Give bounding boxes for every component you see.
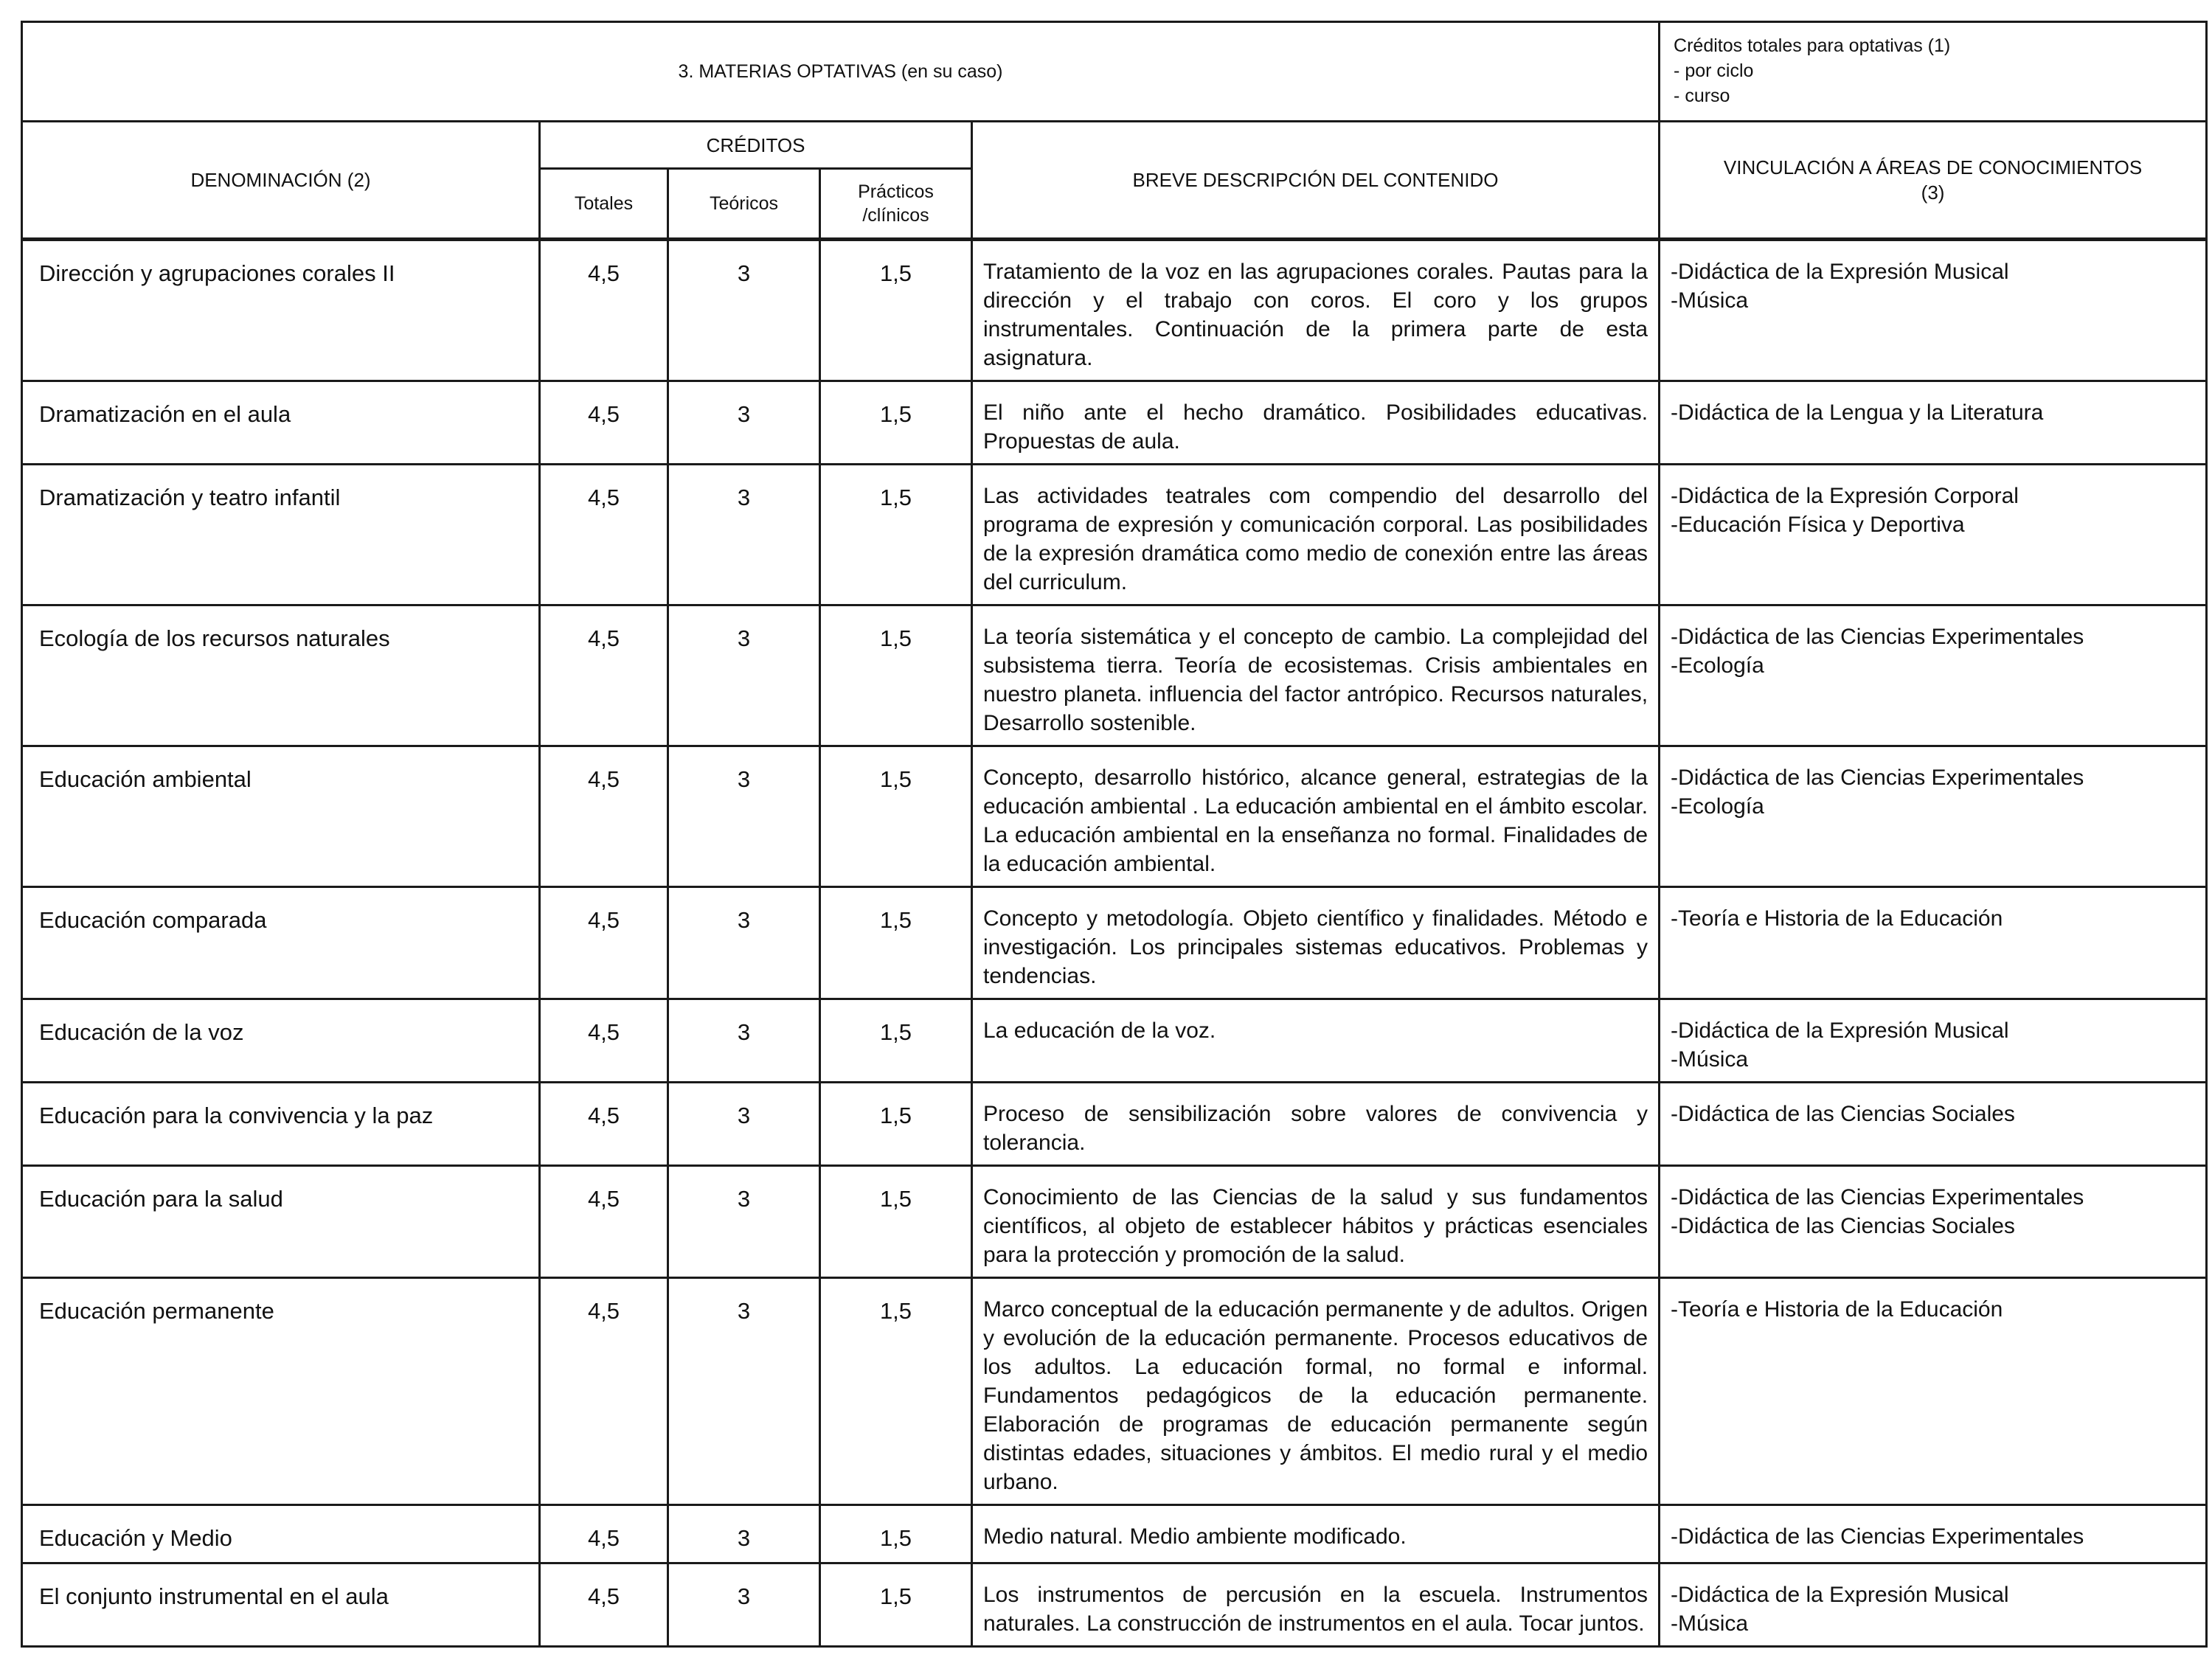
credits-teoricos-cell: 3 xyxy=(668,1278,820,1505)
knowledge-areas-cell xyxy=(1660,1166,2207,1278)
knowledge-area-item: -Teoría e Historia de la Educación xyxy=(1671,906,2003,931)
credits-totales-cell: 4,5 xyxy=(540,1563,668,1647)
knowledge-area-item: -Música xyxy=(1671,1611,1749,1636)
description-cell: Proceso de sensibilización sobre valores de convivencia y tolerancia. xyxy=(972,1083,1660,1166)
table-row xyxy=(22,1505,2207,1563)
column-header-teoricos: Teóricos xyxy=(668,169,820,240)
credits-teoricos-cell: 3 xyxy=(668,999,820,1083)
column-header-vinculacion-line: (3) xyxy=(1921,181,1945,204)
column-header-descripcion: BREVE DESCRIPCIÓN DEL CONTENIDO xyxy=(972,122,1660,240)
total-credits-box xyxy=(1660,22,2207,122)
total-credits-line: - por ciclo xyxy=(1674,60,1754,81)
table-row xyxy=(22,887,2207,999)
subject-name-cell: Ecología de los recursos naturales xyxy=(22,605,540,746)
description-cell: Conocimiento de las Ciencias de la salud y sus fundamentos científicos, al objeto de establecer hábitos y prácticas esenciales para la protección y promoción de la salud. xyxy=(972,1166,1660,1278)
credits-practicos-cell: 1,5 xyxy=(820,1505,972,1563)
credits-practicos-cell: 1,5 xyxy=(820,381,972,465)
description-cell: La teoría sistemática y el concepto de cambio. La complejidad del subsistema tierra. Teoría de ecosistemas. Crisis ambientales en nuestro planeta. influencia del factor antrópico. Recursos naturales, Desarrollo sostenible. xyxy=(972,605,1660,746)
title-row xyxy=(22,22,2207,122)
table-row xyxy=(22,240,2207,381)
column-header-practicos-line: /clínicos xyxy=(862,205,929,226)
column-header-totales: Totales xyxy=(540,169,668,240)
table-row xyxy=(22,746,2207,887)
credits-totales-cell: 4,5 xyxy=(540,1505,668,1563)
knowledge-area-item: -Música xyxy=(1671,288,1749,313)
credits-teoricos-cell: 3 xyxy=(668,1083,820,1166)
table-row xyxy=(22,1083,2207,1166)
optional-subjects-sheet xyxy=(21,21,2205,1648)
table-row xyxy=(22,999,2207,1083)
knowledge-area-item: -Didáctica de las Ciencias Experimentales xyxy=(1671,1524,2084,1549)
knowledge-area-item: -Educación Física y Deportiva xyxy=(1671,513,1965,537)
knowledge-area-item: -Didáctica de la Expresión Musical xyxy=(1671,1018,2009,1043)
knowledge-area-item: -Didáctica de la Lengua y la Literatura xyxy=(1671,400,2044,425)
credits-totales-cell: 4,5 xyxy=(540,999,668,1083)
subject-name-cell: Dramatización y teatro infantil xyxy=(22,465,540,605)
credits-practicos-cell: 1,5 xyxy=(820,746,972,887)
description-cell: Tratamiento de la voz en las agrupaciones corales. Pautas para la dirección y el trabajo con coros. El coro y los grupos instrumentales. Continuación de la primera parte de esta asignatura. xyxy=(972,240,1660,381)
column-header-practicos-line: Prácticos xyxy=(858,181,934,202)
knowledge-area-item: -Didáctica de las Ciencias Experimentales xyxy=(1671,1185,2084,1209)
knowledge-areas-cell xyxy=(1660,1278,2207,1505)
knowledge-areas-cell xyxy=(1660,465,2207,605)
credits-teoricos-cell: 3 xyxy=(668,1166,820,1278)
total-credits-line: - curso xyxy=(1674,86,1730,106)
credits-teoricos-cell: 3 xyxy=(668,381,820,465)
knowledge-area-item: -Ecología xyxy=(1671,653,1764,678)
credits-totales-cell: 4,5 xyxy=(540,381,668,465)
knowledge-areas-cell xyxy=(1660,1563,2207,1647)
description-cell: Medio natural. Medio ambiente modificado. xyxy=(972,1505,1660,1563)
knowledge-area-item: -Didáctica de las Ciencias Sociales xyxy=(1671,1214,2015,1238)
subject-name-cell: Educación y Medio xyxy=(22,1505,540,1563)
knowledge-area-item: -Teoría e Historia de la Educación xyxy=(1671,1297,2003,1322)
description-cell: Marco conceptual de la educación permanente y de adultos. Origen y evolución de la educación permanente. Procesos educativos de los adultos. La educación formal, no formal e informal. Fundamentos pedagógicos de la educación permanente. Elaboración de programas de educación permanente según distintas edades, situaciones y ámbitos. El medio rural y el medio urbano. xyxy=(972,1278,1660,1505)
credits-teoricos-cell: 3 xyxy=(668,240,820,381)
column-header-vinculacion-line: VINCULACIÓN A ÁREAS DE CONOCIMIENTOS xyxy=(1723,156,2143,178)
credits-practicos-cell: 1,5 xyxy=(820,240,972,381)
optional-subjects-table xyxy=(21,21,2208,1648)
knowledge-area-item: -Didáctica de la Expresión Musical xyxy=(1671,1583,2009,1607)
description-cell: Concepto y metodología. Objeto científico y finalidades. Método e investigación. Los principales sistemas educativos. Problemas y tendencias. xyxy=(972,887,1660,999)
description-cell: Las actividades teatrales com compendio del desarrollo del programa de expresión y comunicación corporal. Las posibilidades de la expresión dramática como medio de conexión entre las áreas del curriculum. xyxy=(972,465,1660,605)
credits-totales-cell: 4,5 xyxy=(540,887,668,999)
column-header-vinculacion xyxy=(1660,122,2207,240)
knowledge-area-item: -Didáctica de las Ciencias Experimentales xyxy=(1671,766,2084,790)
credits-practicos-cell: 1,5 xyxy=(820,605,972,746)
knowledge-areas-cell xyxy=(1660,999,2207,1083)
credits-practicos-cell: 1,5 xyxy=(820,887,972,999)
knowledge-area-item: -Didáctica de la Expresión Corporal xyxy=(1671,484,2019,508)
subject-name-cell: Dramatización en el aula xyxy=(22,381,540,465)
credits-totales-cell: 4,5 xyxy=(540,240,668,381)
section-title: 3. MATERIAS OPTATIVAS (en su caso) xyxy=(22,22,1660,122)
subject-name-cell: Educación permanente xyxy=(22,1278,540,1505)
total-credits-title: Créditos totales para optativas (1) xyxy=(1674,35,1951,56)
description-cell: Los instrumentos de percusión en la escuela. Instrumentos naturales. La construcción de instrumentos en el aula. Tocar juntos. xyxy=(972,1563,1660,1647)
column-header-practicos xyxy=(820,169,972,240)
credits-totales-cell: 4,5 xyxy=(540,1278,668,1505)
credits-teoricos-cell: 3 xyxy=(668,1563,820,1647)
table-row xyxy=(22,465,2207,605)
credits-totales-cell: 4,5 xyxy=(540,746,668,887)
knowledge-area-item: -Didáctica de las Ciencias Experimentales xyxy=(1671,625,2084,649)
credits-practicos-cell: 1,5 xyxy=(820,1166,972,1278)
credits-teoricos-cell: 3 xyxy=(668,887,820,999)
credits-practicos-cell: 1,5 xyxy=(820,1278,972,1505)
subject-name-cell: Educación para la salud xyxy=(22,1166,540,1278)
credits-practicos-cell: 1,5 xyxy=(820,1083,972,1166)
knowledge-areas-cell xyxy=(1660,381,2207,465)
credits-practicos-cell: 1,5 xyxy=(820,1563,972,1647)
column-header-creditos: CRÉDITOS xyxy=(540,122,972,169)
subject-name-cell: Educación de la voz xyxy=(22,999,540,1083)
description-cell: El niño ante el hecho dramático. Posibilidades educativas. Propuestas de aula. xyxy=(972,381,1660,465)
description-cell: Concepto, desarrollo histórico, alcance general, estrategias de la educación ambiental . La educación ambiental en el ámbito escolar. La educación ambiental en la enseñanza no formal. Finalidades de la educación ambiental. xyxy=(972,746,1660,887)
knowledge-areas-cell xyxy=(1660,746,2207,887)
table-row xyxy=(22,1278,2207,1505)
table-row xyxy=(22,1166,2207,1278)
knowledge-areas-cell xyxy=(1660,605,2207,746)
credits-teoricos-cell: 3 xyxy=(668,605,820,746)
credits-teoricos-cell: 3 xyxy=(668,465,820,605)
credits-practicos-cell: 1,5 xyxy=(820,999,972,1083)
knowledge-area-item: -Música xyxy=(1671,1047,1749,1072)
subject-name-cell: El conjunto instrumental en el aula xyxy=(22,1563,540,1647)
knowledge-area-item: -Didáctica de las Ciencias Sociales xyxy=(1671,1102,2015,1126)
column-header-row xyxy=(22,122,2207,169)
table-row xyxy=(22,1563,2207,1647)
credits-totales-cell: 4,5 xyxy=(540,1166,668,1278)
credits-practicos-cell: 1,5 xyxy=(820,465,972,605)
subject-name-cell: Educación comparada xyxy=(22,887,540,999)
knowledge-area-item: -Ecología xyxy=(1671,794,1764,819)
knowledge-areas-cell xyxy=(1660,240,2207,381)
credits-totales-cell: 4,5 xyxy=(540,605,668,746)
knowledge-area-item: -Didáctica de la Expresión Musical xyxy=(1671,260,2009,284)
knowledge-areas-cell xyxy=(1660,1083,2207,1166)
credits-teoricos-cell: 3 xyxy=(668,746,820,887)
subject-name-cell: Dirección y agrupaciones corales II xyxy=(22,240,540,381)
table-row xyxy=(22,381,2207,465)
subject-name-cell: Educación para la convivencia y la paz xyxy=(22,1083,540,1166)
subject-name-cell: Educación ambiental xyxy=(22,746,540,887)
credits-totales-cell: 4,5 xyxy=(540,465,668,605)
column-header-denominacion: DENOMINACIÓN (2) xyxy=(22,122,540,240)
credits-totales-cell: 4,5 xyxy=(540,1083,668,1166)
description-cell: La educación de la voz. xyxy=(972,999,1660,1083)
knowledge-areas-cell xyxy=(1660,1505,2207,1563)
knowledge-areas-cell xyxy=(1660,887,2207,999)
credits-teoricos-cell: 3 xyxy=(668,1505,820,1563)
table-row xyxy=(22,605,2207,746)
